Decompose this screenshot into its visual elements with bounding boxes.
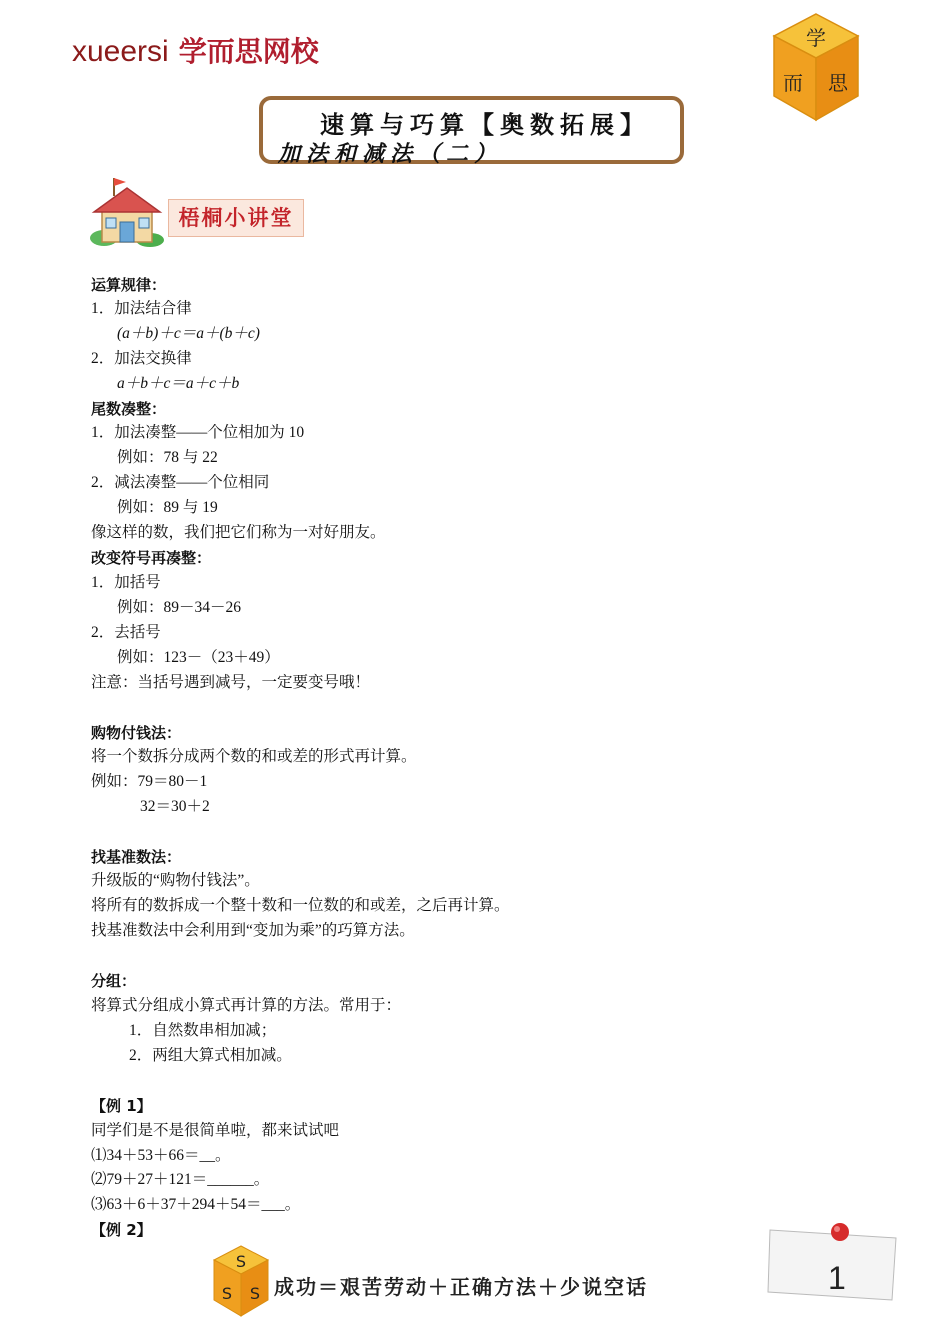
shop-heading: 购物付钱法： <box>91 724 182 742</box>
cube-char-left: 而 <box>783 71 803 95</box>
friends-note: 像这样的数，我们把它们称为一对好朋友。 <box>91 524 386 541</box>
shop-example-2: 32＝30＋2 <box>140 798 210 815</box>
base-line-2: 将所有的数拆成一个整十数和一位数的和或差，之后再计算。 <box>91 897 510 914</box>
base-line-1: 升级版的“购物付钱法”。 <box>91 872 260 889</box>
xueersi-cube-logo <box>770 12 862 124</box>
cube-letter-right: S <box>249 1284 261 1303</box>
shop-description: 将一个数拆分成两个数的和或差的形式再计算。 <box>91 748 417 765</box>
sign-1-example: 例如：89－34－26 <box>117 599 242 616</box>
rule-2: 2．加法交换律 <box>91 350 192 367</box>
brand-name-en: xueersi <box>72 35 169 68</box>
brand-logo <box>72 30 319 70</box>
brand-name-cn: 学而思网校 <box>178 36 319 67</box>
cube-letter-top: S <box>235 1252 247 1271</box>
example-1-intro: 同学们是不是很简单啦，都来试试吧 <box>91 1122 340 1139</box>
rule-1: 1．加法结合律 <box>91 300 192 317</box>
tail-heading: 尾数凑整： <box>91 400 167 418</box>
example-1-heading: 【例 1】 <box>91 1097 152 1115</box>
rule-2-formula: a＋b＋c＝a＋c＋b <box>117 375 240 392</box>
example-1-question-2: ⑵79＋27＋121＝______。 <box>91 1171 270 1188</box>
sign-2: 2．去括号 <box>91 624 161 641</box>
page-number: 1 <box>828 1260 846 1296</box>
base-heading: 找基准数法： <box>91 848 182 866</box>
tail-2: 2．减法凑整——个位相同 <box>91 474 270 491</box>
sign-heading: 改变符号再凑整： <box>91 549 212 567</box>
example-1-question-1: ⑴34＋53＋66＝__。 <box>91 1147 231 1164</box>
page-subtitle: 加法和减法（二） <box>278 141 503 166</box>
tail-2-example: 例如：89 与 19 <box>117 499 218 516</box>
rule-1-formula: (a＋b)＋c＝a＋(b＋c) <box>117 325 260 342</box>
example-2-heading: 【例 2】 <box>91 1221 152 1239</box>
group-item-1: 1．自然数串相加减； <box>129 1022 277 1039</box>
base-line-3: 找基准数法中会利用到“变加为乘”的巧算方法。 <box>91 922 415 939</box>
sign-1: 1．加括号 <box>91 574 161 591</box>
cube-char-top: 学 <box>806 26 826 50</box>
house-icon <box>88 174 166 248</box>
shop-example-1: 例如：79＝80－1 <box>91 773 208 790</box>
lecture-banner: 梧桐小讲堂 <box>168 199 304 237</box>
group-item-2: 2．两组大算式相加减。 <box>129 1047 292 1064</box>
cube-char-right: 思 <box>828 71 848 95</box>
group-heading: 分组： <box>91 972 137 990</box>
sign-note: 注意：当括号遇到减号，一定要变号哦！ <box>91 674 371 691</box>
footer-motto: 成功＝艰苦劳动＋正确方法＋少说空话 <box>274 1275 648 1299</box>
tail-1-example: 例如：78 与 22 <box>117 449 218 466</box>
sss-cube-icon <box>211 1244 271 1318</box>
page-title: 速算与巧算【奥数拓展】 <box>320 113 650 139</box>
sign-2-example: 例如：123－（23＋49） <box>117 649 280 666</box>
rules-heading: 运算规律： <box>91 276 167 294</box>
group-description: 将算式分组成小算式再计算的方法。常用于： <box>91 997 402 1014</box>
cube-letter-left: S <box>221 1284 233 1303</box>
example-1-question-3: ⑶63＋6＋37＋294＋54＝___。 <box>91 1196 301 1213</box>
tail-1: 1．加法凑整——个位相加为 10 <box>91 424 305 441</box>
